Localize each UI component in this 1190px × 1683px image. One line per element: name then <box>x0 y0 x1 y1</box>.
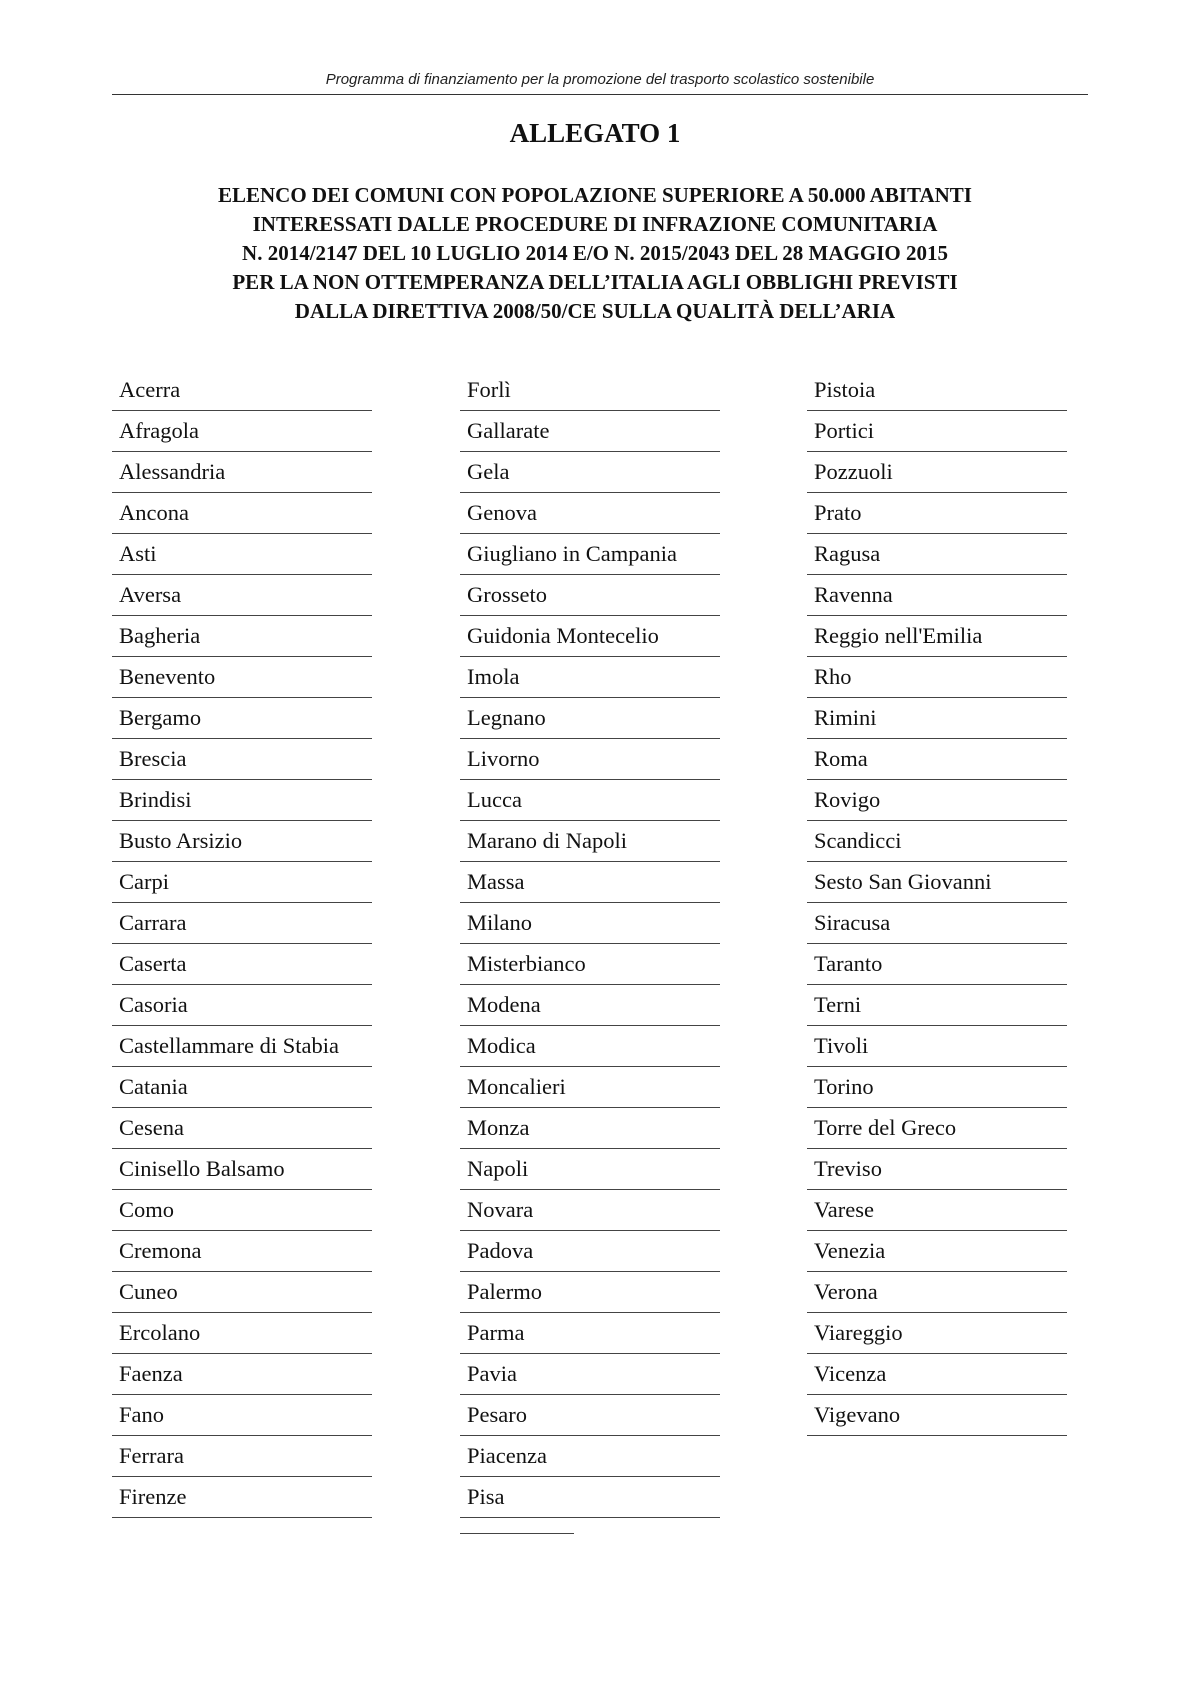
city-list-item: Grosseto <box>460 575 720 616</box>
city-list-item: Modica <box>460 1026 720 1067</box>
city-list-item: Misterbianco <box>460 944 720 985</box>
city-column-2 <box>460 370 720 1534</box>
city-list-item: Rovigo <box>807 780 1067 821</box>
city-list-item: Pavia <box>460 1354 720 1395</box>
city-list-item: Ragusa <box>807 534 1067 575</box>
city-list-item: Marano di Napoli <box>460 821 720 862</box>
city-list-item: Casoria <box>112 985 372 1026</box>
city-list-item: Caserta <box>112 944 372 985</box>
city-list-item: Moncalieri <box>460 1067 720 1108</box>
city-list-item: Bagheria <box>112 616 372 657</box>
city-list-item: Legnano <box>460 698 720 739</box>
city-list-item: Cremona <box>112 1231 372 1272</box>
city-list-item: Afragola <box>112 411 372 452</box>
city-list-item: Varese <box>807 1190 1067 1231</box>
city-column-3 <box>807 370 1067 1436</box>
city-list-item: Sesto San Giovanni <box>807 862 1067 903</box>
city-list-item: Reggio nell'Emilia <box>807 616 1067 657</box>
city-list-item: Palermo <box>460 1272 720 1313</box>
city-list-item: Gela <box>460 452 720 493</box>
document-subtitle <box>100 181 1090 326</box>
header-rule <box>112 94 1088 95</box>
city-list-item: Fano <box>112 1395 372 1436</box>
city-list-item: Viareggio <box>807 1313 1067 1354</box>
city-list-item: Giugliano in Campania <box>460 534 720 575</box>
city-list-item: Terni <box>807 985 1067 1026</box>
city-list-item: Modena <box>460 985 720 1026</box>
city-list-item: Verona <box>807 1272 1067 1313</box>
city-list-item: Faenza <box>112 1354 372 1395</box>
city-list-item: Catania <box>112 1067 372 1108</box>
city-list-item: Prato <box>807 493 1067 534</box>
city-list-item: Milano <box>460 903 720 944</box>
city-list-item: Guidonia Montecelio <box>460 616 720 657</box>
city-list-item: Siracusa <box>807 903 1067 944</box>
city-list-item: Acerra <box>112 370 372 411</box>
city-list-item: Pistoia <box>807 370 1067 411</box>
city-list-item: Asti <box>112 534 372 575</box>
city-list-item: Brescia <box>112 739 372 780</box>
city-list-item: Vigevano <box>807 1395 1067 1436</box>
city-list-item: Padova <box>460 1231 720 1272</box>
city-list-item: Carrara <box>112 903 372 944</box>
city-list-item: Monza <box>460 1108 720 1149</box>
city-list-item: Venezia <box>807 1231 1067 1272</box>
city-list-item: Torino <box>807 1067 1067 1108</box>
city-list-item: Novara <box>460 1190 720 1231</box>
city-list-item: Cinisello Balsamo <box>112 1149 372 1190</box>
city-list-item: Carpi <box>112 862 372 903</box>
running-header: Programma di finanziamento per la promozione del trasporto scolastico sostenibile <box>325 71 875 88</box>
city-list-item: Gallarate <box>460 411 720 452</box>
city-list-item: Tivoli <box>807 1026 1067 1067</box>
subtitle-line: DALLA DIRETTIVA 2008/50/CE SULLA QUALITÀ DELL’ARIA <box>294 299 896 323</box>
city-list-item: Roma <box>807 739 1067 780</box>
city-list-item: Aversa <box>112 575 372 616</box>
city-list-item: Brindisi <box>112 780 372 821</box>
subtitle-line: ELENCO DEI COMUNI CON POPOLAZIONE SUPERIORE A 50.000 ABITANTI <box>218 183 972 207</box>
city-list-item: Treviso <box>807 1149 1067 1190</box>
city-list-item: Lucca <box>460 780 720 821</box>
city-list-item: Portici <box>807 411 1067 452</box>
city-list-item: Ferrara <box>112 1436 372 1477</box>
city-list-item: Cesena <box>112 1108 372 1149</box>
city-list-item: Vicenza <box>807 1354 1067 1395</box>
city-list-item: Parma <box>460 1313 720 1354</box>
city-list-item: Alessandria <box>112 452 372 493</box>
city-list-item: Imola <box>460 657 720 698</box>
city-list-item: Piacenza <box>460 1436 720 1477</box>
city-list-item: Rimini <box>807 698 1067 739</box>
city-list-item: Pesaro <box>460 1395 720 1436</box>
city-list-item: Ercolano <box>112 1313 372 1354</box>
city-list-item: Castellammare di Stabia <box>112 1026 372 1067</box>
city-list-item: Ancona <box>112 493 372 534</box>
city-list-item: Massa <box>460 862 720 903</box>
city-list-item: Pozzuoli <box>807 452 1067 493</box>
city-list-item: Benevento <box>112 657 372 698</box>
subtitle-line: INTERESSATI DALLE PROCEDURE DI INFRAZIONE COMUNITARIA <box>252 212 938 236</box>
city-list-item: Cuneo <box>112 1272 372 1313</box>
city-list-item: Forlì <box>460 370 720 411</box>
city-list-item: Taranto <box>807 944 1067 985</box>
city-list-item: Livorno <box>460 739 720 780</box>
city-column-1 <box>112 370 372 1518</box>
city-list-item: Busto Arsizio <box>112 821 372 862</box>
trailing-rule <box>460 1533 574 1534</box>
subtitle-line: N. 2014/2147 DEL 10 LUGLIO 2014 E/O N. 2015/2043 DEL 28 MAGGIO 2015 <box>242 241 948 265</box>
city-list-item: Rho <box>807 657 1067 698</box>
city-list-item: Napoli <box>460 1149 720 1190</box>
subtitle-line: PER LA NON OTTEMPERANZA DELL’ITALIA AGLI OBBLIGHI PREVISTI <box>232 270 958 294</box>
city-list-item: Bergamo <box>112 698 372 739</box>
city-list-item: Torre del Greco <box>807 1108 1067 1149</box>
city-list-item: Como <box>112 1190 372 1231</box>
city-list-item: Firenze <box>112 1477 372 1518</box>
city-list-item: Scandicci <box>807 821 1067 862</box>
city-list-item: Ravenna <box>807 575 1067 616</box>
document-title: ALLEGATO 1 <box>509 118 681 148</box>
city-list-item: Genova <box>460 493 720 534</box>
city-list-item: Pisa <box>460 1477 720 1518</box>
